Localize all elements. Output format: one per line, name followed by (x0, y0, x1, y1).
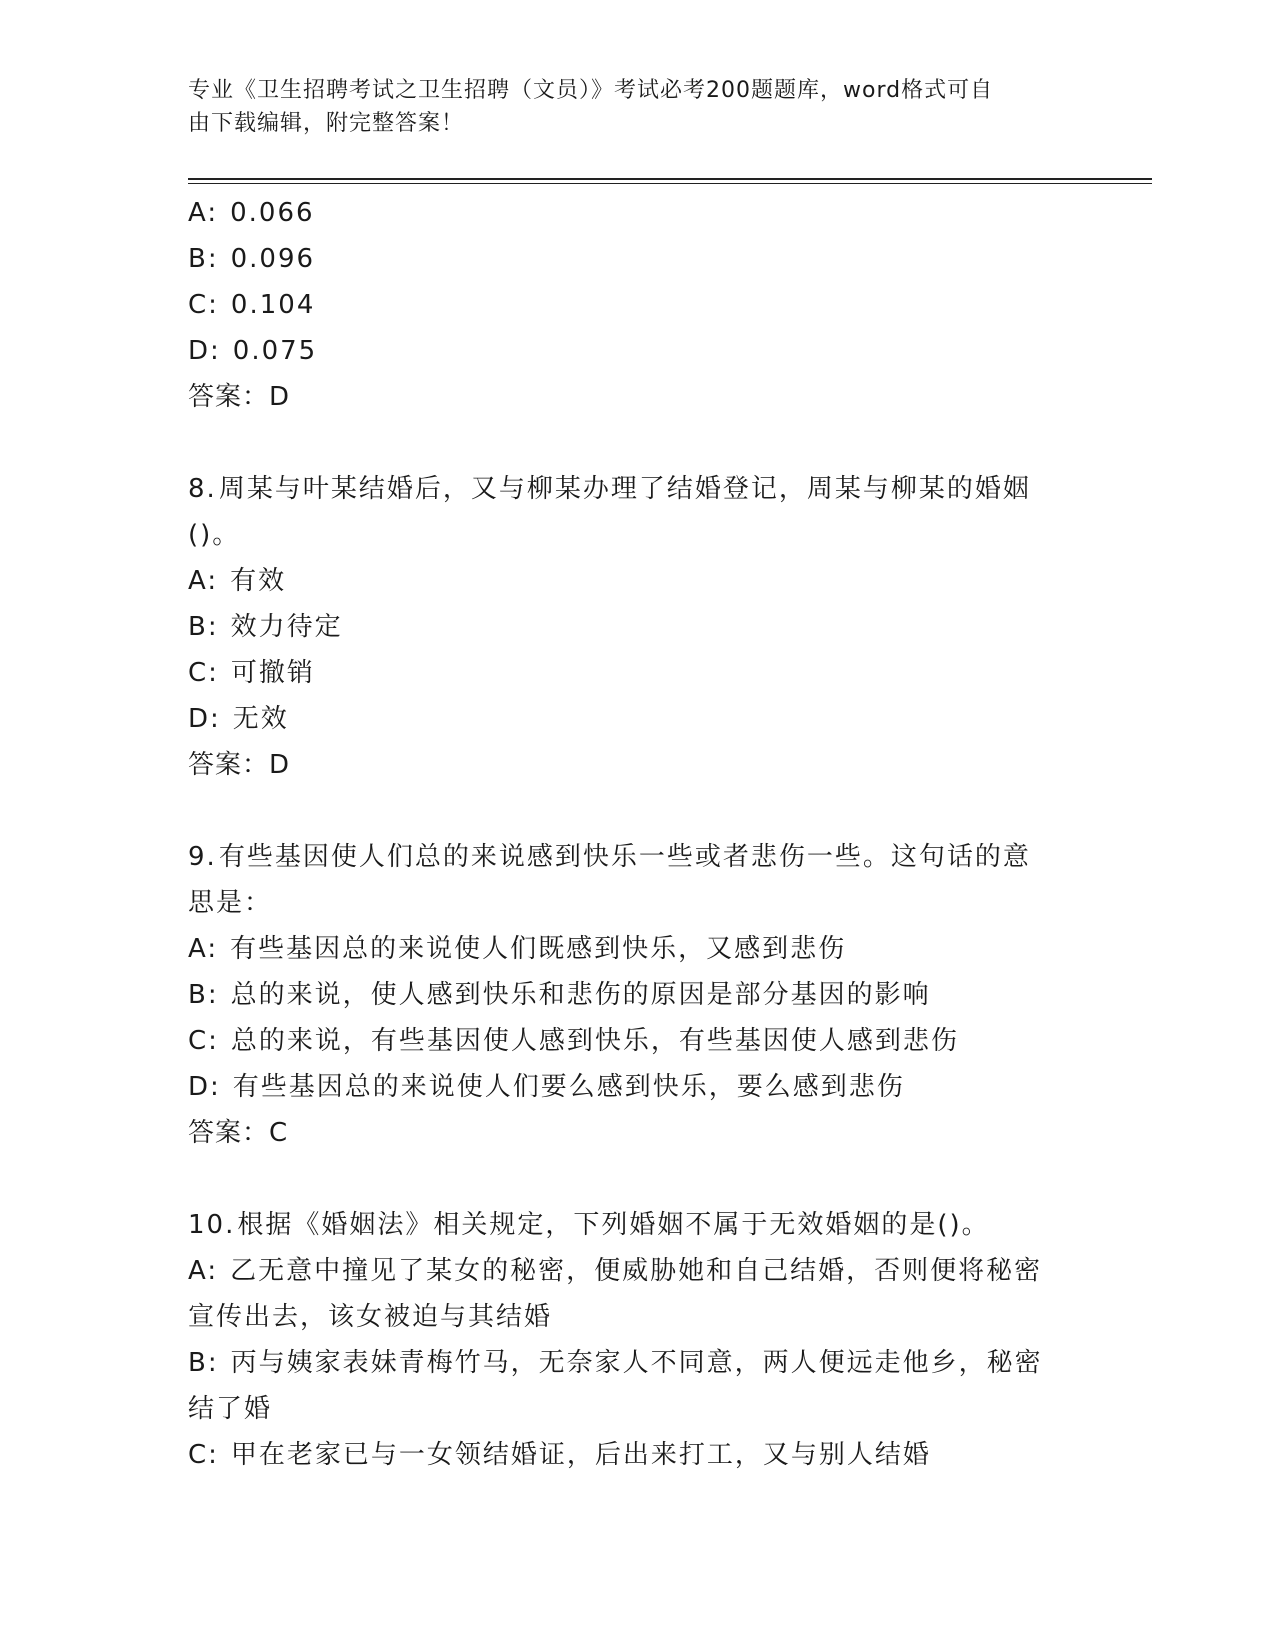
header-rule-thick (188, 178, 1152, 180)
answer-line: 答案：D (188, 750, 291, 780)
option-b: B: 0.096 (188, 244, 316, 274)
option-c: C: 可撤销 (188, 658, 315, 688)
option-d: D: 0.075 (188, 336, 318, 366)
option-b: B: 效力待定 (188, 612, 343, 642)
option-b: B: 总的来说，使人感到快乐和悲伤的原因是部分基因的影响 (188, 980, 931, 1010)
header-line-1: 专业《卫生招聘考试之卫生招聘（文员）》考试必考200题题库，word格式可自 (188, 78, 994, 103)
option-a: A: 0.066 (188, 198, 315, 228)
header-line-2: 由下载编辑，附完整答案！ (188, 111, 465, 136)
option-a: A: 有效 (188, 566, 287, 596)
question-text: 9.有些基因使人们总的来说感到快乐一些或者悲伤一些。这句话的意 (188, 842, 1031, 872)
option-b: B: 丙与姨家表妹青梅竹马，无奈家人不同意，两人便远走他乡，秘密 (188, 1348, 1043, 1378)
question-number: 10. (188, 1210, 236, 1240)
question-8 (188, 466, 1088, 788)
document-header (188, 74, 1088, 140)
answer-value: D (269, 750, 291, 780)
answer-line: 答案：D (188, 382, 291, 412)
header-rule-thin (188, 183, 1152, 184)
option-a: A: 有些基因总的来说使人们既感到快乐，又感到悲伤 (188, 934, 847, 964)
question-9 (188, 834, 1088, 1156)
answer-value: D (269, 382, 291, 412)
question-7 (188, 190, 1088, 420)
answer-value: C (269, 1118, 289, 1148)
option-c: C: 甲在老家已与一女领结婚证，后出来打工，又与别人结婚 (188, 1440, 931, 1470)
option-c: C: 0.104 (188, 290, 316, 320)
question-text-continued: ()。 (188, 520, 241, 550)
option-d: D: 有些基因总的来说使人们要么感到快乐，要么感到悲伤 (188, 1072, 905, 1102)
answer-line: 答案：C (188, 1118, 289, 1148)
question-text-continued: 思是： (188, 888, 273, 918)
question-text: 10.根据《婚姻法》相关规定，下列婚姻不属于无效婚姻的是()。 (188, 1210, 990, 1240)
option-d: D: 无效 (188, 704, 289, 734)
option-b-continued: 结了婚 (188, 1394, 273, 1424)
option-a: A: 乙无意中撞见了某女的秘密，便威胁她和自己结婚，否则便将秘密 (188, 1256, 1043, 1286)
option-c: C: 总的来说，有些基因使人感到快乐，有些基因使人感到悲伤 (188, 1026, 959, 1056)
question-text: 8.周某与叶某结婚后，又与柳某办理了结婚登记，周某与柳某的婚姻 (188, 474, 1031, 504)
question-number: 9. (188, 842, 217, 872)
question-10 (188, 1202, 1088, 1478)
option-a-continued: 宣传出去，该女被迫与其结婚 (188, 1302, 553, 1332)
question-number: 8. (188, 474, 217, 504)
question-list (188, 190, 1088, 1478)
